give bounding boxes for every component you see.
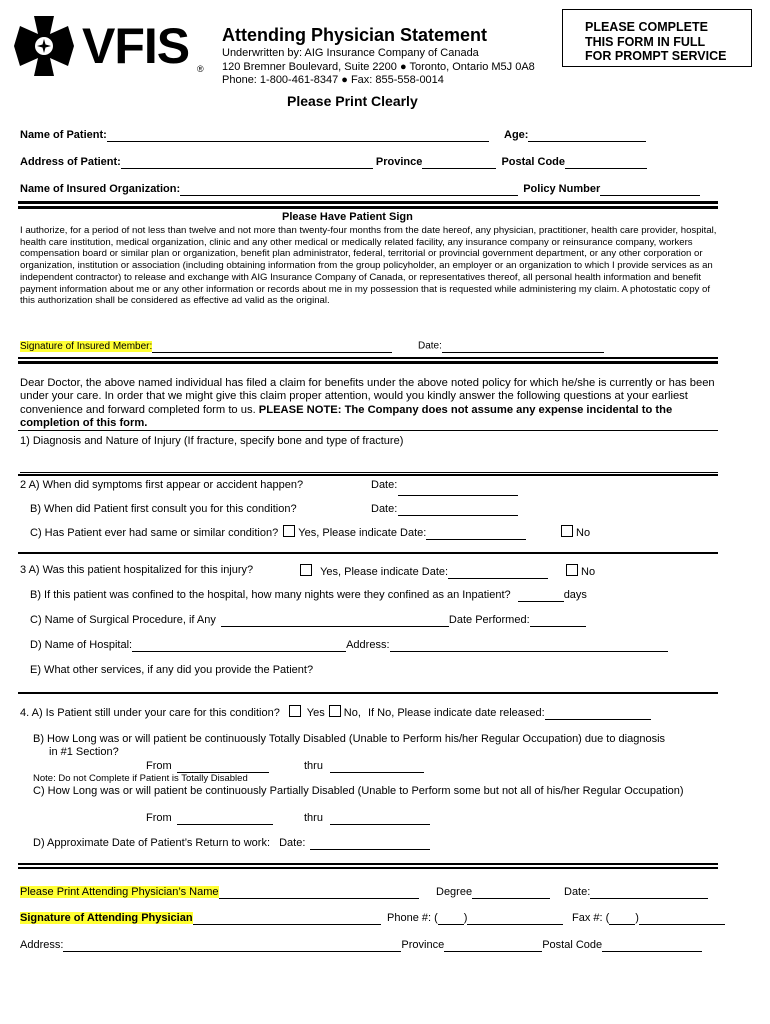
- physician-address-label: Address:: [20, 939, 64, 951]
- under-care-yes-checkbox[interactable]: [289, 705, 301, 717]
- patient-name-label: Name of Patient:: [20, 129, 107, 141]
- date-released-label: If No, Please indicate date released:: [367, 707, 545, 719]
- doctor-note: [20, 377, 720, 431]
- under-care-yes-label: Yes: [306, 707, 325, 719]
- maltese-cross-icon: [12, 14, 76, 78]
- surgical-procedure-input[interactable]: [221, 614, 449, 627]
- fax-area-code-input[interactable]: [609, 912, 635, 925]
- hospitalized-no-checkbox[interactable]: [566, 564, 578, 576]
- patient-address-row: [20, 156, 647, 169]
- doctor-note-warning: PLEASE NOTE: The Company does not assume any expense incidental to the completion of this form.: [20, 403, 673, 430]
- patient-name-row: [20, 129, 489, 142]
- patient-address-input[interactable]: [121, 156, 373, 169]
- member-date-label: Date:: [418, 340, 442, 352]
- symptoms-date-label: Date:: [371, 479, 398, 491]
- divider: [18, 552, 718, 554]
- divider: [18, 692, 718, 694]
- authorization-text: I authorize, for a period of not less than twelve and not more than twenty-four months from the date hereof, any physician, practitioner, health care provider, hospital, health care institution, medical organization, clinic and any other medical or medically related facility, any insurance company or reinsurance company, workers compensation board or similar plan or organization, benefit plan administrator, federal, territorial or provincial government department, or any other corporation or organization, institution or association (including obtaining information from the group policyholder, an employer or an organization to which I provide services as an independent contractor) to release and exchange with AIG Insurance Company of Canada, or representatives thereof, all personal health information and benefit payment information about me or any other information or records about me in my possession that is requested while administering my claim. A photostatic copy of this authorization shall be considered as effective ad valid as the original.: [20, 225, 717, 307]
- physician-address-input[interactable]: [63, 939, 401, 952]
- member-signature-label: Signature of Insured Member:: [20, 340, 153, 352]
- hospitalized-yes-row: [300, 564, 548, 579]
- partial-thru-label: thru: [304, 812, 323, 824]
- policy-number-label: Policy Number: [523, 183, 601, 195]
- degree-row: [436, 886, 550, 899]
- hospitalized-yes-checkbox[interactable]: [300, 564, 312, 576]
- question-3c-row: [30, 614, 586, 627]
- total-disability-note: Note: Do not Complete if Patient is Totally Disabled: [33, 773, 248, 784]
- fax-number-input[interactable]: [639, 912, 725, 925]
- divider: [18, 867, 718, 869]
- nights-input[interactable]: [518, 589, 564, 602]
- partial-from-label: From: [146, 812, 172, 824]
- province-label: Province: [375, 156, 423, 168]
- partial-disability-thru-row: [304, 812, 430, 825]
- doctor-note-intro: Dear Doctor, the above named individual has filed a claim for benefits under the above noted policy for which he/she is currently or has been under your care. In order that we might give this claim proper attention, would you kindly answer the following questions at your earliest convenience and forward completed form to us.: [20, 377, 715, 416]
- hospital-address-input[interactable]: [390, 639, 668, 652]
- hospital-address-label: Address:: [346, 639, 390, 651]
- physician-date-label: Date:: [564, 886, 591, 898]
- patient-name-input[interactable]: [107, 129, 489, 142]
- insured-organization-label: Name of Insured Organization:: [20, 183, 181, 195]
- partial-thru-input[interactable]: [330, 812, 430, 825]
- similar-condition-no-row: [561, 525, 590, 539]
- divider: [18, 430, 718, 431]
- hospital-name-label: D) Name of Hospital:: [30, 639, 133, 651]
- degree-input[interactable]: [472, 886, 550, 899]
- symptoms-date-input[interactable]: [398, 483, 518, 496]
- similar-condition-date-input[interactable]: [426, 527, 526, 540]
- question-4b-line1: B) How Long was or will patient be continuously Totally Disabled (Unable to Perform his/her Regular Occupation) due to diagnosis: [33, 733, 666, 745]
- question-3a: 3 A) Was this patient hospitalized for this injury?: [20, 564, 254, 576]
- physician-name-input[interactable]: [219, 886, 419, 899]
- physician-phone-row: [387, 912, 563, 925]
- question-3d-row: [30, 639, 668, 652]
- hospital-name-input[interactable]: [132, 639, 346, 652]
- age-label: Age:: [504, 129, 529, 141]
- notice-box: [562, 9, 752, 67]
- similar-condition-yes-checkbox[interactable]: [283, 525, 295, 537]
- hospitalized-date-input[interactable]: [448, 566, 548, 579]
- question-2c-row: [30, 525, 526, 540]
- postal-code-input[interactable]: [565, 156, 647, 169]
- total-from-label: From: [146, 760, 172, 772]
- physician-postal-label: Postal Code: [542, 939, 603, 951]
- member-signature-input[interactable]: [152, 340, 392, 353]
- fax-label: Fax #: (: [572, 912, 610, 924]
- notice-line: THIS FORM IN FULL: [585, 34, 706, 49]
- patient-address-label: Address of Patient:: [20, 156, 121, 168]
- question-2c: C) Has Patient ever had same or similar condition?: [30, 527, 279, 539]
- question-4d-row: [33, 837, 430, 850]
- physician-date-input[interactable]: [590, 886, 708, 899]
- divider: [18, 474, 718, 476]
- question-4d: D) Approximate Date of Patient’s Return to work:: [33, 837, 271, 849]
- total-thru-label: thru: [304, 760, 323, 772]
- question-2a: 2 A) When did symptoms first appear or accident happen?: [20, 479, 304, 491]
- physician-postal-input[interactable]: [602, 939, 702, 952]
- hospitalized-yes-label: Yes, Please indicate Date:: [320, 566, 449, 578]
- form-title: Attending Physician Statement: [222, 25, 488, 45]
- divider: [18, 863, 718, 865]
- hospitalized-no-row: [566, 564, 595, 578]
- question-3e: E) What other services, if any did you provide the Patient?: [30, 664, 314, 676]
- member-signature-row: [20, 340, 392, 353]
- partial-disability-from-row: [146, 812, 273, 825]
- physician-province-input[interactable]: [444, 939, 542, 952]
- question-1: 1) Diagnosis and Nature of Injury (If fracture, specify bone and type of fracture): [20, 435, 404, 447]
- date-released-input[interactable]: [545, 707, 651, 720]
- diagnosis-input[interactable]: [20, 460, 718, 473]
- return-date-label: Date:: [279, 837, 306, 849]
- question-4a-row: [20, 705, 651, 720]
- logo-text: VFIS: [82, 18, 190, 74]
- question-4a: 4. A) Is Patient still under your care for this condition?: [20, 707, 280, 719]
- physician-fax-row: [572, 912, 725, 925]
- under-care-no-checkbox[interactable]: [329, 705, 341, 717]
- member-date-row: [418, 340, 604, 353]
- degree-label: Degree: [436, 886, 473, 898]
- date-performed-input[interactable]: [530, 614, 586, 627]
- age-row: [504, 129, 646, 142]
- policy-number-input[interactable]: [600, 183, 700, 196]
- province-input[interactable]: [422, 156, 496, 169]
- member-date-input[interactable]: [442, 340, 604, 353]
- physician-name-row: [20, 886, 419, 899]
- total-disability-thru-row: [304, 760, 424, 773]
- return-date-input[interactable]: [310, 837, 430, 850]
- notice-line: FOR PROMPT SERVICE: [585, 49, 727, 63]
- organization-row: [20, 183, 700, 196]
- physician-date-row: [564, 886, 708, 899]
- physician-province-label: Province: [401, 939, 445, 951]
- total-thru-input[interactable]: [330, 760, 424, 773]
- print-clearly-heading: Please Print Clearly: [287, 93, 418, 109]
- underwriter-line: Underwritten by: AIG Insurance Company of Canada: [222, 47, 479, 59]
- consult-date-label: Date:: [371, 503, 398, 515]
- physician-signature-input[interactable]: [193, 912, 381, 925]
- phone-paren-close: ): [463, 912, 468, 924]
- consult-date-input[interactable]: [398, 503, 518, 516]
- total-disability-from-row: [146, 760, 269, 773]
- question-4c: C) How Long was or will patient be continuously Partially Disabled (Unable to Perform some but not all of his/her Regular Occupation): [33, 785, 684, 797]
- days-label: days: [563, 589, 587, 601]
- hospitalized-no-label: No: [581, 566, 596, 578]
- fax-paren-close: ): [635, 912, 639, 924]
- question-2b: B) When did Patient first consult you for this condition?: [30, 503, 297, 515]
- divider: [18, 201, 718, 204]
- similar-condition-no-label: No: [576, 527, 591, 539]
- physician-signature-row: [20, 912, 381, 925]
- registered-mark: ®: [197, 64, 204, 74]
- divider: [18, 357, 718, 359]
- physician-name-label: Please Print Attending Physician’s Name: [20, 886, 219, 898]
- question-3c: C) Name of Surgical Procedure, if Any: [30, 614, 216, 626]
- notice-line: PLEASE COMPLETE: [585, 20, 708, 34]
- partial-from-input[interactable]: [177, 812, 273, 825]
- company-address: 120 Bremner Boulevard, Suite 2200 ● Toronto, Ontario M5J 0A8: [222, 61, 535, 73]
- age-input[interactable]: [528, 129, 646, 142]
- question-3b-row: [30, 589, 587, 602]
- date-performed-label: Date Performed:: [448, 614, 530, 626]
- authorization-heading: Please Have Patient Sign: [282, 211, 413, 223]
- phone-area-code-input[interactable]: [438, 912, 464, 925]
- question-3b: B) If this patient was confined to the hospital, how many nights were they confined as an Inpatient?: [30, 589, 511, 601]
- divider: [18, 206, 718, 209]
- under-care-no-label: No,: [343, 707, 361, 719]
- divider: [18, 361, 718, 364]
- similar-condition-no-checkbox[interactable]: [561, 525, 573, 537]
- question-4b-line2: in #1 Section?: [49, 746, 119, 758]
- phone-number-input[interactable]: [467, 912, 563, 925]
- insured-organization-input[interactable]: [180, 183, 518, 196]
- vfis-logo: [12, 14, 202, 76]
- total-from-input[interactable]: [177, 760, 269, 773]
- physician-signature-label: Signature of Attending Physician: [20, 912, 193, 924]
- postal-code-label: Postal Code: [501, 156, 566, 168]
- similar-condition-yes-label: Yes, Please indicate Date:: [298, 527, 427, 539]
- physician-address-row: [20, 939, 702, 952]
- company-phone: Phone: 1-800-461-8347 ● Fax: 855-558-0014: [222, 74, 444, 86]
- phone-label: Phone #: (: [387, 912, 438, 924]
